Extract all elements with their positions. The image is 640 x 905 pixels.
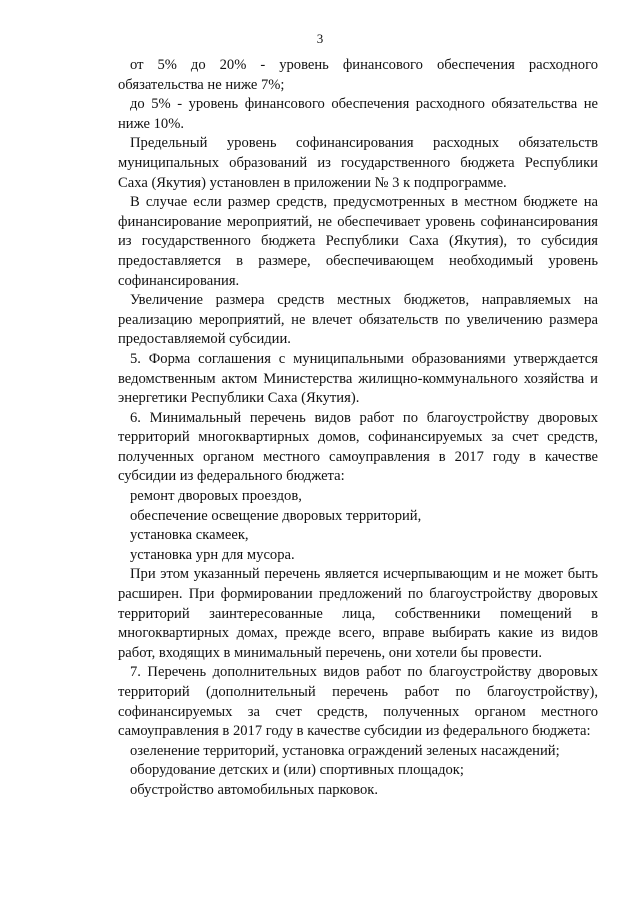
page-number: 3	[316, 31, 324, 46]
paragraph-item-6-minimal-list: 6. Минимальный перечень видов работ по благоустройству дворовых территорий многоквартирных домов, софинансируемых за счет средств, полученных органом местного самоуправления в 2017 году в качестве субсидии из федерального бюджета:	[118, 409, 598, 485]
paragraph-cofinancing-limit: Предельный уровень софинансирования расходных обязательств муниципальных образований из государственного бюджета Республики Саха (Якутия) установлен в приложении № 3 к подпрограмме.	[118, 135, 598, 191]
paragraph-threshold-under-5: до 5% - уровень финансового обеспечения расходного обязательства не ниже 10%.	[118, 96, 598, 132]
list-item: обеспечение освещение дворовых территорий,	[130, 507, 422, 524]
paragraph-item-7-additional-list: 7. Перечень дополнительных видов работ по благоустройству дворовых территорий (дополнительный перечень работ по благоустройству), софинансируемых за счет средств, полученных органом местного самоуправления в 2017 году в качестве субсидии из федерального бюджета:	[118, 664, 598, 740]
paragraph-item-5-agreement-form: 5. Форма соглашения с муниципальными образованиями утверждается ведомственным актом Министерства жилищно-коммунального хозяйства и энергетики Республики Саха (Якутия).	[118, 350, 598, 407]
paragraph-threshold-5-20: от 5% до 20% - уровень финансового обеспечения расходного обязательства не ниже 7%;	[118, 57, 598, 93]
paragraph-list-exhaustive: При этом указанный перечень является исчерпывающим и не может быть расширен. При формировании предложений по благоустройству дворовых территорий заинтересованные лица, собственники помещений в многоквартирных домах, прежде всего, вправе выбирать какие из видов работ, входящих в минимальный перечень, они хотели бы провести.	[118, 566, 598, 661]
paragraph-budget-increase: Увеличение размера средств местных бюджетов, направляемых на реализацию мероприятий, не влечет обязательств по увеличению размера предоставляемой субсидии.	[118, 292, 598, 348]
document-body	[118, 56, 598, 801]
list-item: установка скамеек,	[130, 527, 249, 544]
list-item: оборудование детских и (или) спортивных площадок;	[130, 762, 464, 779]
list-item: озеленение территорий, установка ограждений зеленых насаждений;	[130, 742, 560, 759]
list-item: установка урн для мусора.	[130, 546, 295, 563]
list-item: обустройство автомобильных парковок.	[130, 781, 379, 798]
paragraph-insufficient-funds: В случае если размер средств, предусмотренных в местном бюджете на финансирование мероприятий, не обеспечивает уровень софинансирования из государственного бюджета Республики Саха (Якутия), то субсидия предоставляется в размере, обеспечивающем необходимый уровень софинансирования.	[118, 194, 598, 289]
list-item: ремонт дворовых проездов,	[130, 488, 302, 505]
